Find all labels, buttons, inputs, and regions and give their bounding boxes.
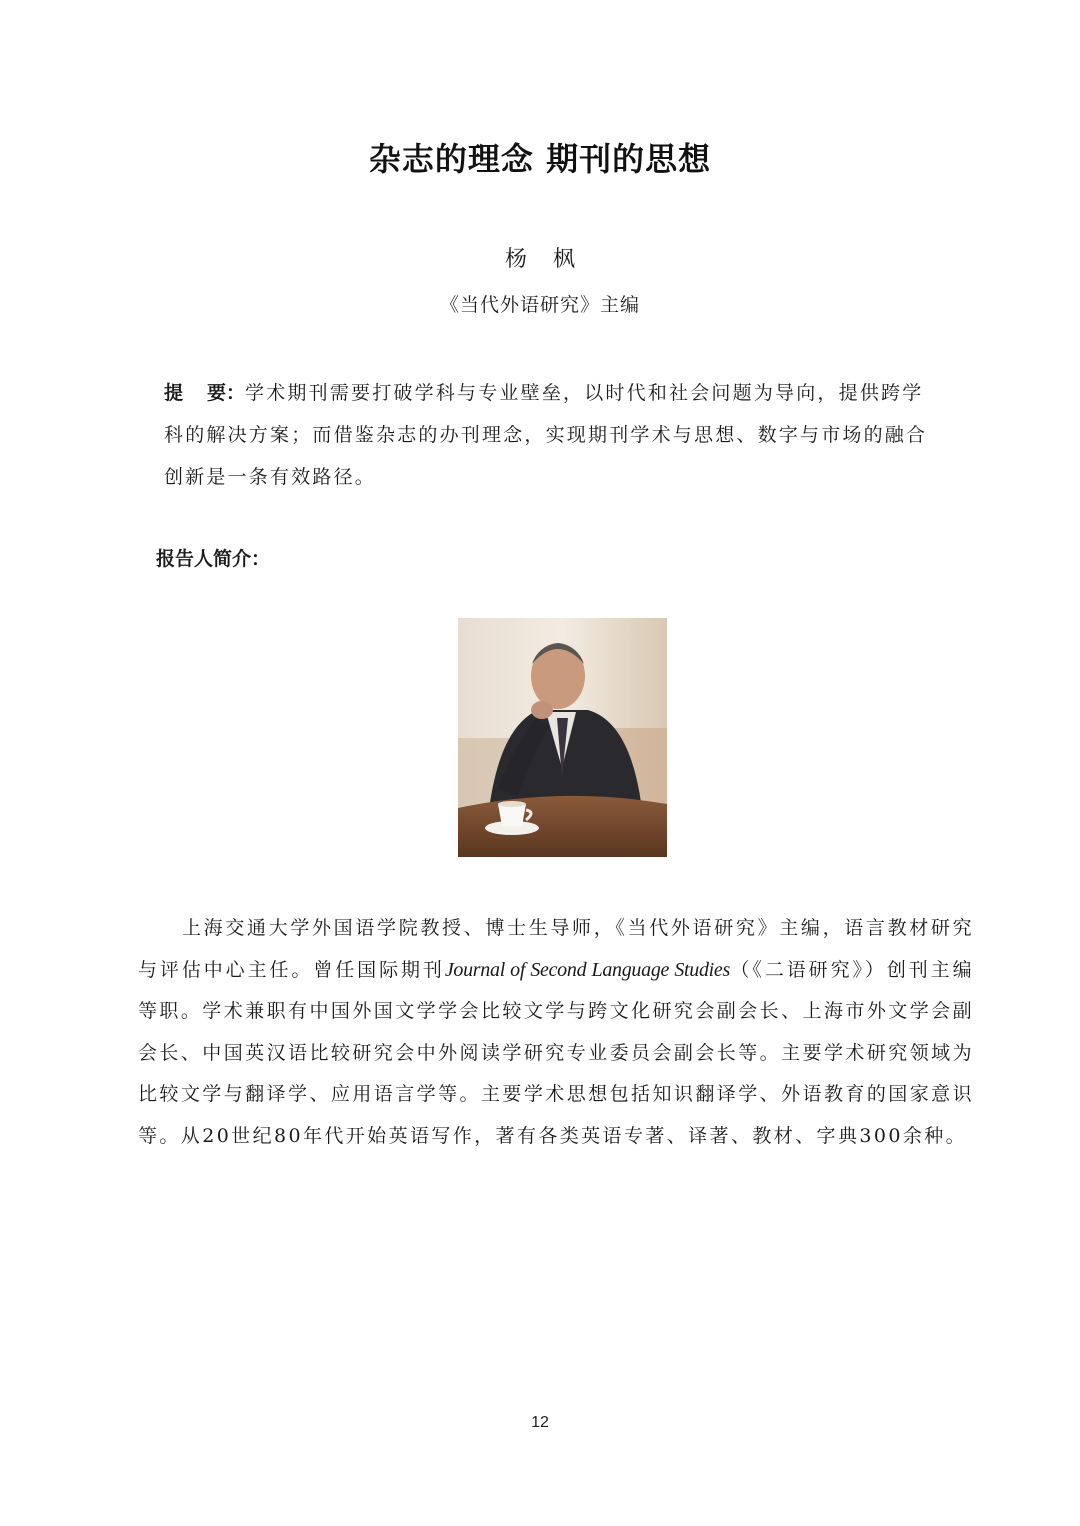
journal-name: Journal of Second Language Studies: [444, 958, 730, 981]
page-number: 12: [531, 1414, 549, 1431]
abstract-paragraph: [164, 372, 944, 498]
author-portrait-photo: [458, 618, 667, 857]
author-name: 杨枫: [504, 247, 601, 272]
abstract-text: 学术期刊需要打破学科与专业壁垒，以时代和社会问题为导向，提供跨学科的解决方案；而借鉴杂志的办刊理念，实现期刊学术与思想、数字与市场的融合创新是一条有效路径。: [164, 382, 928, 488]
author-affiliation: 《当代外语研究》主编: [439, 294, 640, 316]
page-title: 杂志的理念 期刊的思想: [368, 140, 712, 178]
abstract-label: 提 要：: [164, 382, 246, 404]
bio-paragraph: 上海交通大学外国语学院教授、博士生导师，《当代外语研究》主编，语言教材研究与评估中心主任。曾任国际期刊Journal of Second Language Studies（《二语研究》）创刊主编等职。学术兼职有中国外国文学学会比较文学与跨文化研究会副会长、上海市外文学会副会长、中国英汉语比较研究会中外阅读学研究专业委员会副会长等。主要学术研究领域为比较文学与翻译学、应用语言学等。主要学术思想包括知识翻译学、外语教育的国家意识等。从20世纪80年代开始英语写作，著有各类英语专著、译著、教材、字典300余种。: [138, 917, 974, 1147]
bio-heading: 报告人简介：: [156, 548, 271, 570]
